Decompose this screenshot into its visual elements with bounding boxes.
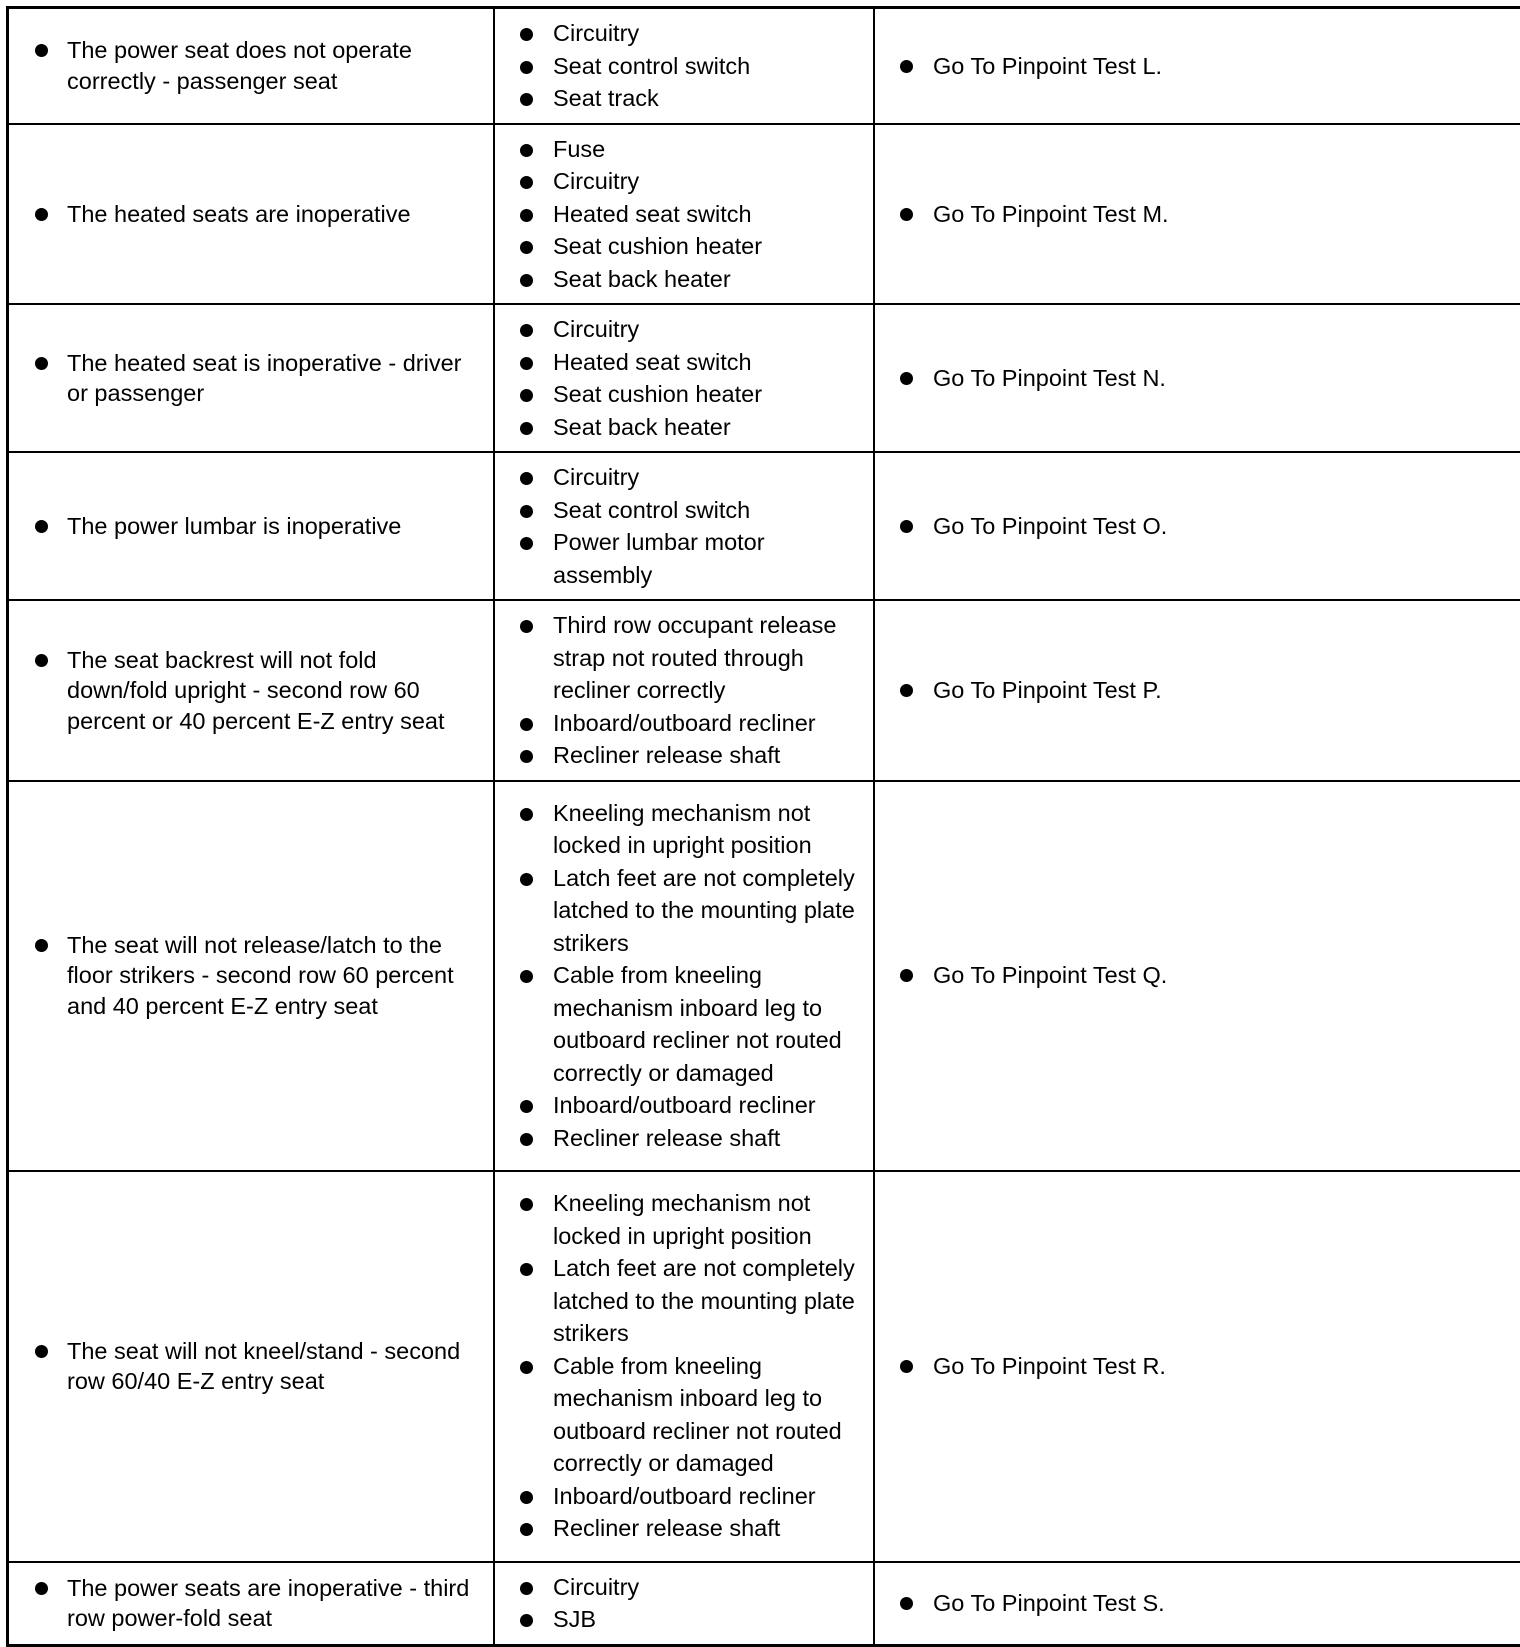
table-row xyxy=(8,452,1520,600)
action-text: Go To Pinpoint Test P. xyxy=(875,675,1520,706)
cause-item: Seat track xyxy=(495,82,861,115)
symptom-cell xyxy=(8,124,495,305)
symptom-cell xyxy=(8,304,495,452)
possible-source-cell xyxy=(494,8,874,124)
symptom-text: The heated seat is inoperative - driver or passenger xyxy=(9,348,475,409)
symptom-text: The power lumbar is inoperative xyxy=(9,511,475,542)
symptom-text: The power seats are inoperative - third row power-fold seat xyxy=(9,1573,475,1634)
action-text: Go To Pinpoint Test S. xyxy=(875,1588,1520,1619)
cause-item: Heated seat switch xyxy=(495,346,861,379)
cause-item: Recliner release shaft xyxy=(495,739,861,772)
symptom-text: The power seat does not operate correctly - passenger seat xyxy=(9,35,475,96)
possible-source-cell xyxy=(494,124,874,305)
cause-item: Fuse xyxy=(495,133,861,166)
cause-item: Inboard/outboard recliner xyxy=(495,1480,861,1513)
table-row xyxy=(8,600,1520,781)
cause-item: Circuitry xyxy=(495,313,861,346)
action-cell xyxy=(874,304,1520,452)
symptom-text: The seat will not kneel/stand - second row 60/40 E-Z entry seat xyxy=(9,1336,475,1397)
possible-source-cell xyxy=(494,1562,874,1646)
symptom-cell xyxy=(8,452,495,600)
cause-item: Seat control switch xyxy=(495,50,861,83)
action-text: Go To Pinpoint Test Q. xyxy=(875,960,1520,991)
table-row xyxy=(8,8,1520,124)
possible-source-cell xyxy=(494,452,874,600)
symptom-cell xyxy=(8,8,495,124)
cause-item: Circuitry xyxy=(495,17,861,50)
cause-item: SJB xyxy=(495,1603,861,1636)
possible-source-cell xyxy=(494,600,874,781)
action-cell xyxy=(874,452,1520,600)
action-cell xyxy=(874,1562,1520,1646)
cause-item: Seat cushion heater xyxy=(495,378,861,411)
cause-item: Circuitry xyxy=(495,165,861,198)
action-text: Go To Pinpoint Test L. xyxy=(875,51,1520,82)
table-row xyxy=(8,1562,1520,1646)
symptom-cell xyxy=(8,600,495,781)
action-text: Go To Pinpoint Test M. xyxy=(875,199,1520,230)
cause-item: Kneeling mechanism not locked in upright position xyxy=(495,797,861,862)
possible-source-cell xyxy=(494,1171,874,1562)
cause-item: Seat cushion heater xyxy=(495,230,861,263)
cause-item: Latch feet are not completely latched to the mounting plate strikers xyxy=(495,1252,861,1350)
cause-item: Latch feet are not completely latched to the mounting plate strikers xyxy=(495,862,861,960)
action-text: Go To Pinpoint Test R. xyxy=(875,1351,1520,1382)
symptom-chart-table xyxy=(6,6,1520,1647)
cause-item: Kneeling mechanism not locked in upright position xyxy=(495,1187,861,1252)
action-cell xyxy=(874,1171,1520,1562)
table-row xyxy=(8,304,1520,452)
cause-item: Seat control switch xyxy=(495,494,861,527)
cause-item: Recliner release shaft xyxy=(495,1122,861,1155)
cause-item: Cable from kneeling mechanism inboard leg to outboard recliner not routed correctly or damaged xyxy=(495,959,861,1089)
cause-item: Inboard/outboard recliner xyxy=(495,1089,861,1122)
action-cell xyxy=(874,124,1520,305)
cause-item: Heated seat switch xyxy=(495,198,861,231)
possible-source-cell xyxy=(494,781,874,1171)
cause-item: Seat back heater xyxy=(495,411,861,444)
action-cell xyxy=(874,600,1520,781)
symptom-text: The seat will not release/latch to the floor strikers - second row 60 percent and 40 percent E-Z entry seat xyxy=(9,930,475,1022)
cause-item: Circuitry xyxy=(495,1571,861,1604)
cause-item: Circuitry xyxy=(495,461,861,494)
cause-item: Cable from kneeling mechanism inboard leg to outboard recliner not routed correctly or damaged xyxy=(495,1350,861,1480)
action-cell xyxy=(874,8,1520,124)
symptom-cell xyxy=(8,781,495,1171)
cause-item: Seat back heater xyxy=(495,263,861,296)
cause-item: Inboard/outboard recliner xyxy=(495,707,861,740)
action-text: Go To Pinpoint Test O. xyxy=(875,511,1520,542)
cause-item: Recliner release shaft xyxy=(495,1512,861,1545)
cause-item: Third row occupant release strap not routed through recliner correctly xyxy=(495,609,861,707)
symptom-text: The seat backrest will not fold down/fold upright - second row 60 percent or 40 percent E-Z entry seat xyxy=(9,645,475,737)
table-row xyxy=(8,781,1520,1171)
action-cell xyxy=(874,781,1520,1171)
table-row xyxy=(8,1171,1520,1562)
possible-source-cell xyxy=(494,304,874,452)
action-text: Go To Pinpoint Test N. xyxy=(875,363,1520,394)
symptom-cell xyxy=(8,1171,495,1562)
diagnostic-table-container xyxy=(6,6,1511,1647)
symptom-text: The heated seats are inoperative xyxy=(9,199,475,230)
cause-item: Power lumbar motor assembly xyxy=(495,526,861,591)
symptom-cell xyxy=(8,1562,495,1646)
table-row xyxy=(8,124,1520,305)
